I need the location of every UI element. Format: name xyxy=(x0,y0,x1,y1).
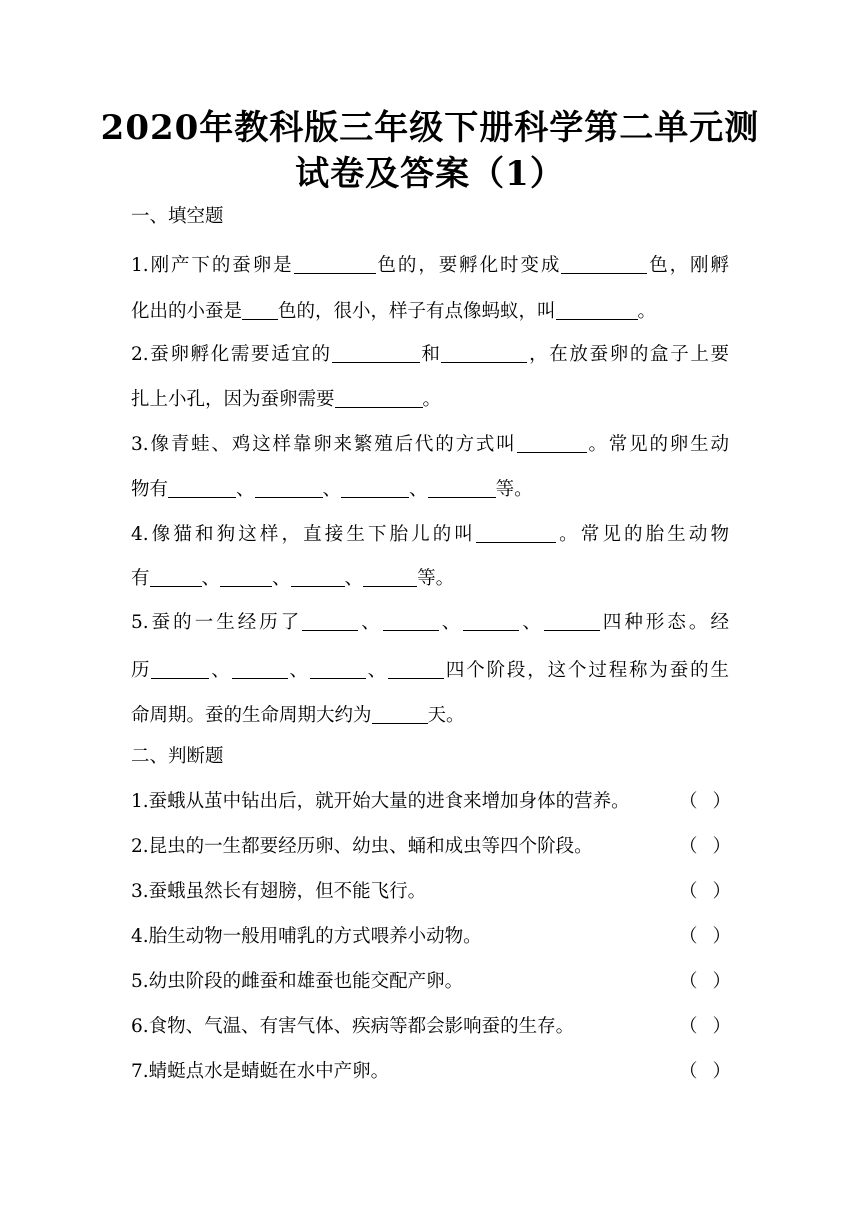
answer-blank[interactable] xyxy=(363,568,417,587)
question-text: 4.像猫和狗这样，直接生下胎儿的叫 xyxy=(131,524,477,545)
question-text: ，在放蚕卵的盒子上要 xyxy=(527,344,729,365)
question-text: 命周期。蚕的生命周期大约为 xyxy=(131,705,372,726)
bracket-close: ） xyxy=(712,881,731,902)
answer-blank[interactable] xyxy=(302,612,358,631)
question-text: 等。 xyxy=(495,479,533,500)
question-1-line-1 xyxy=(131,255,729,276)
answer-bracket[interactable] xyxy=(679,838,731,857)
question-text: 四个阶段，这个过程称为蚕的生 xyxy=(444,660,729,681)
question-2-line-2 xyxy=(131,389,441,410)
judgment-item-3: 3.蚕蛾虽然长有翅膀，但不能飞行。 xyxy=(131,881,427,902)
question-text: 等。 xyxy=(417,568,455,589)
answer-blank[interactable] xyxy=(332,344,420,363)
answer-bracket[interactable] xyxy=(679,793,731,812)
question-3-line-1 xyxy=(131,434,729,455)
question-text: 。 xyxy=(422,389,442,410)
question-text: 。 xyxy=(637,301,657,322)
bracket-close: ） xyxy=(712,791,731,812)
bracket-close: ） xyxy=(712,1016,731,1037)
section-heading-fill-blank: 一、填空题 xyxy=(131,206,224,227)
bracket-close: ） xyxy=(712,971,731,992)
answer-blank[interactable] xyxy=(335,389,423,408)
judgment-item-1: 1.蚕蛾从茧中钻出后，就开始大量的进食来增加身体的营养。 xyxy=(131,791,630,812)
answer-blank[interactable] xyxy=(544,612,600,631)
answer-blank[interactable] xyxy=(168,479,236,498)
question-text: 2.蚕卵孵化需要适宜的 xyxy=(131,344,332,365)
bracket-open: （ xyxy=(679,881,698,902)
separator: 、 xyxy=(236,479,255,500)
answer-blank[interactable] xyxy=(517,434,587,453)
answer-bracket[interactable] xyxy=(679,883,731,902)
question-2-line-1 xyxy=(131,344,729,365)
question-text: 天。 xyxy=(427,705,465,726)
question-text: 。常见的胎生动物 xyxy=(556,524,729,545)
bracket-open: （ xyxy=(679,926,698,947)
separator: 、 xyxy=(322,479,342,500)
answer-blank[interactable] xyxy=(255,479,323,498)
question-4-line-2 xyxy=(131,568,454,589)
answer-blank[interactable] xyxy=(294,255,376,274)
separator: 、 xyxy=(344,568,364,589)
question-text: 有 xyxy=(131,568,150,589)
answer-blank[interactable] xyxy=(291,568,345,587)
separator: 、 xyxy=(365,660,389,681)
separator: 、 xyxy=(209,660,232,681)
bracket-open: （ xyxy=(679,971,698,992)
question-1-line-2 xyxy=(131,301,656,322)
answer-blank[interactable] xyxy=(428,479,496,498)
separator: 、 xyxy=(438,612,464,633)
question-text: 历 xyxy=(131,660,152,681)
answer-blank[interactable] xyxy=(372,705,428,724)
page-title-line-1: 2020年教科版三年级下册科学第二单元测 xyxy=(100,108,760,148)
bracket-open: （ xyxy=(679,836,698,857)
bracket-open: （ xyxy=(679,1016,698,1037)
question-text: 1.刚产下的蚕卵是 xyxy=(131,255,294,276)
answer-blank[interactable] xyxy=(341,479,409,498)
question-text: 扎上小孔，因为蚕卵需要 xyxy=(131,389,335,410)
answer-blank[interactable] xyxy=(310,660,366,679)
answer-blank[interactable] xyxy=(383,612,439,631)
answer-bracket[interactable] xyxy=(679,928,731,947)
answer-blank[interactable] xyxy=(150,568,202,587)
question-text: 5.蚕的一生经历了 xyxy=(131,612,303,633)
answer-blank[interactable] xyxy=(232,660,288,679)
question-5-line-2 xyxy=(131,660,729,681)
question-text: 化出的小蚕是 xyxy=(131,301,243,322)
judgment-item-6: 6.食物、气温、有害气体、疾病等都会影响蚕的生存。 xyxy=(131,1016,575,1037)
answer-bracket[interactable] xyxy=(679,1063,731,1082)
answer-blank[interactable] xyxy=(476,524,556,543)
question-3-line-2 xyxy=(131,479,533,500)
answer-blank[interactable] xyxy=(151,660,209,679)
question-text: 3.像青蛙、鸡这样靠卵来繁殖后代的方式叫 xyxy=(131,434,517,455)
bracket-open: （ xyxy=(679,791,698,812)
judgment-item-4: 4.胎生动物一般用哺乳的方式喂养小动物。 xyxy=(131,926,482,947)
answer-blank[interactable] xyxy=(388,660,444,679)
answer-blank[interactable] xyxy=(463,612,519,631)
answer-blank[interactable] xyxy=(561,255,647,274)
bracket-close: ） xyxy=(712,1061,731,1082)
answer-blank[interactable] xyxy=(441,344,527,363)
judgment-item-7: 7.蜻蜓点水是蜻蜓在水中产卵。 xyxy=(131,1061,390,1082)
question-4-line-1 xyxy=(131,524,729,545)
separator: 、 xyxy=(519,612,544,633)
judgment-item-2: 2.昆虫的一生都要经历卵、幼虫、蛹和成虫等四个阶段。 xyxy=(131,836,593,857)
answer-blank[interactable] xyxy=(220,568,272,587)
bracket-close: ） xyxy=(712,836,731,857)
question-text: 色，刚孵 xyxy=(647,255,729,276)
bracket-open: （ xyxy=(679,1061,698,1082)
bracket-close: ） xyxy=(712,926,731,947)
question-text: 和 xyxy=(419,344,442,365)
separator: 、 xyxy=(201,568,221,589)
answer-bracket[interactable] xyxy=(679,973,731,992)
separator: 、 xyxy=(358,612,383,633)
answer-blank[interactable] xyxy=(556,301,638,320)
question-5-line-3 xyxy=(131,705,465,726)
separator: 、 xyxy=(287,660,310,681)
question-text: 。常见的卵生动 xyxy=(586,434,729,455)
section-heading-true-false: 二、判断题 xyxy=(131,746,224,767)
judgment-item-5: 5.幼虫阶段的雌蚕和雄蚕也能交配产卵。 xyxy=(131,971,464,992)
separator: 、 xyxy=(409,479,428,500)
question-text: 色的，要孵化时变成 xyxy=(375,255,562,276)
question-text: 四种形态。经 xyxy=(599,612,729,633)
question-text: 物有 xyxy=(131,479,169,500)
page-title-line-2: 试卷及答案（1） xyxy=(295,154,565,194)
separator: 、 xyxy=(272,568,291,589)
question-text: 色的，很小，样子有点像蚂蚁，叫 xyxy=(278,301,556,322)
question-5-line-1 xyxy=(131,612,729,633)
answer-blank[interactable] xyxy=(242,301,278,320)
answer-bracket[interactable] xyxy=(679,1018,731,1037)
